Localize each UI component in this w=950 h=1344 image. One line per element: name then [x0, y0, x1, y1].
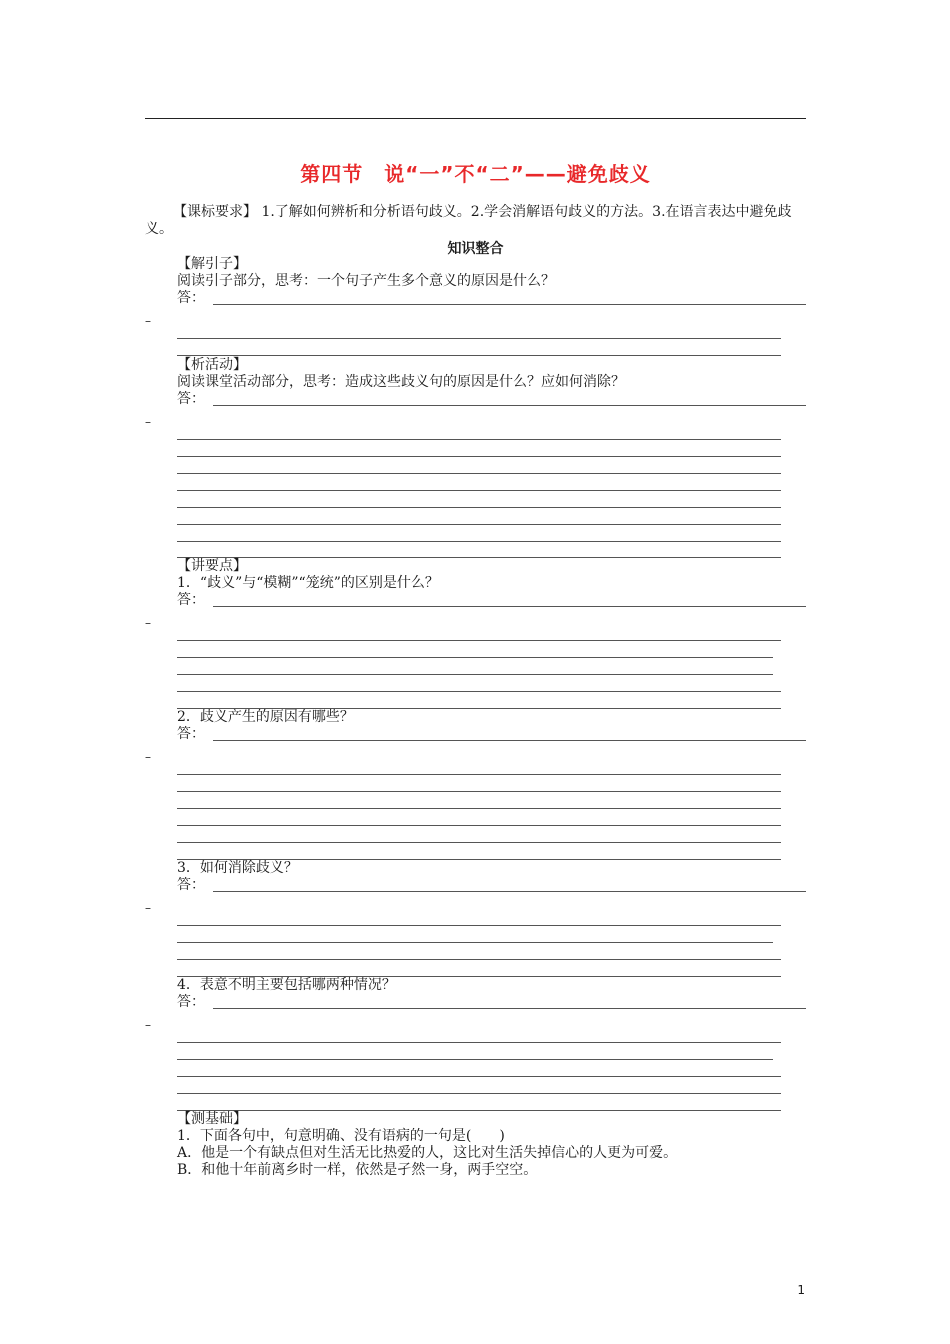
answer-line[interactable] [177, 541, 781, 542]
answer-line[interactable] [213, 606, 806, 607]
page-number: 1 [797, 1283, 805, 1297]
answer-line[interactable] [177, 456, 781, 457]
answer-line[interactable] [177, 674, 773, 675]
answer-line[interactable] [177, 507, 781, 508]
block-tag: 【解引子】 [177, 256, 247, 272]
answer-line[interactable] [177, 1076, 781, 1077]
page-title: 第四节 说“一”不“二”——避免歧义 [300, 162, 651, 186]
answer-label: 答： [177, 994, 205, 1010]
answer-line[interactable] [177, 959, 781, 960]
top-rule [145, 118, 806, 119]
answer-line[interactable] [177, 1059, 773, 1060]
requirements [145, 204, 809, 238]
answer-line[interactable] [177, 942, 773, 943]
requirements-text: 1.了解如何辨析和分析语句歧义。2.学会消解语句歧义的方法。3.在语言表达中避免歧义。 [145, 204, 792, 237]
answer-line[interactable] [177, 825, 781, 826]
question-text: 1．“歧义”与“模糊”“笼统”的区别是什么？ [177, 575, 439, 591]
section-heading: 知识整合 [447, 241, 504, 257]
answer-line[interactable] [177, 925, 781, 926]
margin-dash: – [145, 314, 151, 328]
answer-label: 答： [177, 391, 205, 407]
question-text: 2．歧义产生的原因有哪些？ [177, 709, 354, 725]
margin-dash: – [145, 616, 151, 630]
question-text: 1．下面各句中，句意明确、没有语病的一句是( ) [177, 1128, 505, 1144]
answer-line[interactable] [177, 791, 781, 792]
answer-line[interactable] [177, 355, 781, 356]
answer-line[interactable] [177, 640, 781, 641]
question-text: 阅读引子部分，思考：一个句子产生多个意义的原因是什么？ [177, 273, 555, 289]
block-tag: 【测基础】 [177, 1111, 247, 1127]
answer-line[interactable] [177, 473, 781, 474]
question-text: 3．如何消除歧义？ [177, 860, 298, 876]
answer-line[interactable] [213, 740, 806, 741]
block-tag: 【析活动】 [177, 357, 247, 373]
question-text: 阅读课堂活动部分，思考：造成这些歧义句的原因是什么？应如何消除？ [177, 374, 625, 390]
answer-line[interactable] [177, 808, 781, 809]
answer-line[interactable] [177, 439, 781, 440]
answer-label: 答： [177, 290, 205, 306]
answer-line[interactable] [177, 774, 781, 775]
requirements-tag: 【课标要求】 [173, 204, 257, 220]
answer-line[interactable] [177, 691, 781, 692]
answer-line[interactable] [177, 338, 781, 339]
margin-dash: – [145, 750, 151, 764]
answer-line[interactable] [177, 842, 781, 843]
answer-line[interactable] [177, 1042, 781, 1043]
answer-label: 答： [177, 726, 205, 742]
margin-dash: – [145, 415, 151, 429]
answer-label: 答： [177, 877, 205, 893]
question-text: 4．表意不明主要包括哪两种情况？ [177, 977, 396, 993]
option-a: A．他是一个有缺点但对生活无比热爱的人，这比对生活失掉信心的人更为可爱。 [177, 1145, 678, 1161]
answer-label: 答： [177, 592, 205, 608]
answer-line[interactable] [177, 657, 773, 658]
option-b: B．和他十年前离乡时一样，依然是孑然一身，两手空空。 [177, 1162, 538, 1178]
answer-line[interactable] [177, 1093, 781, 1094]
answer-line[interactable] [177, 490, 781, 491]
block-tag: 【讲要点】 [177, 558, 247, 574]
margin-dash: – [145, 901, 151, 915]
answer-line[interactable] [177, 557, 781, 558]
answer-line[interactable] [177, 524, 781, 525]
answer-line[interactable] [213, 1008, 806, 1009]
answer-line[interactable] [213, 304, 806, 305]
answer-line[interactable] [213, 405, 806, 406]
answer-line[interactable] [177, 1110, 781, 1111]
answer-line[interactable] [213, 891, 806, 892]
margin-dash: – [145, 1018, 151, 1032]
